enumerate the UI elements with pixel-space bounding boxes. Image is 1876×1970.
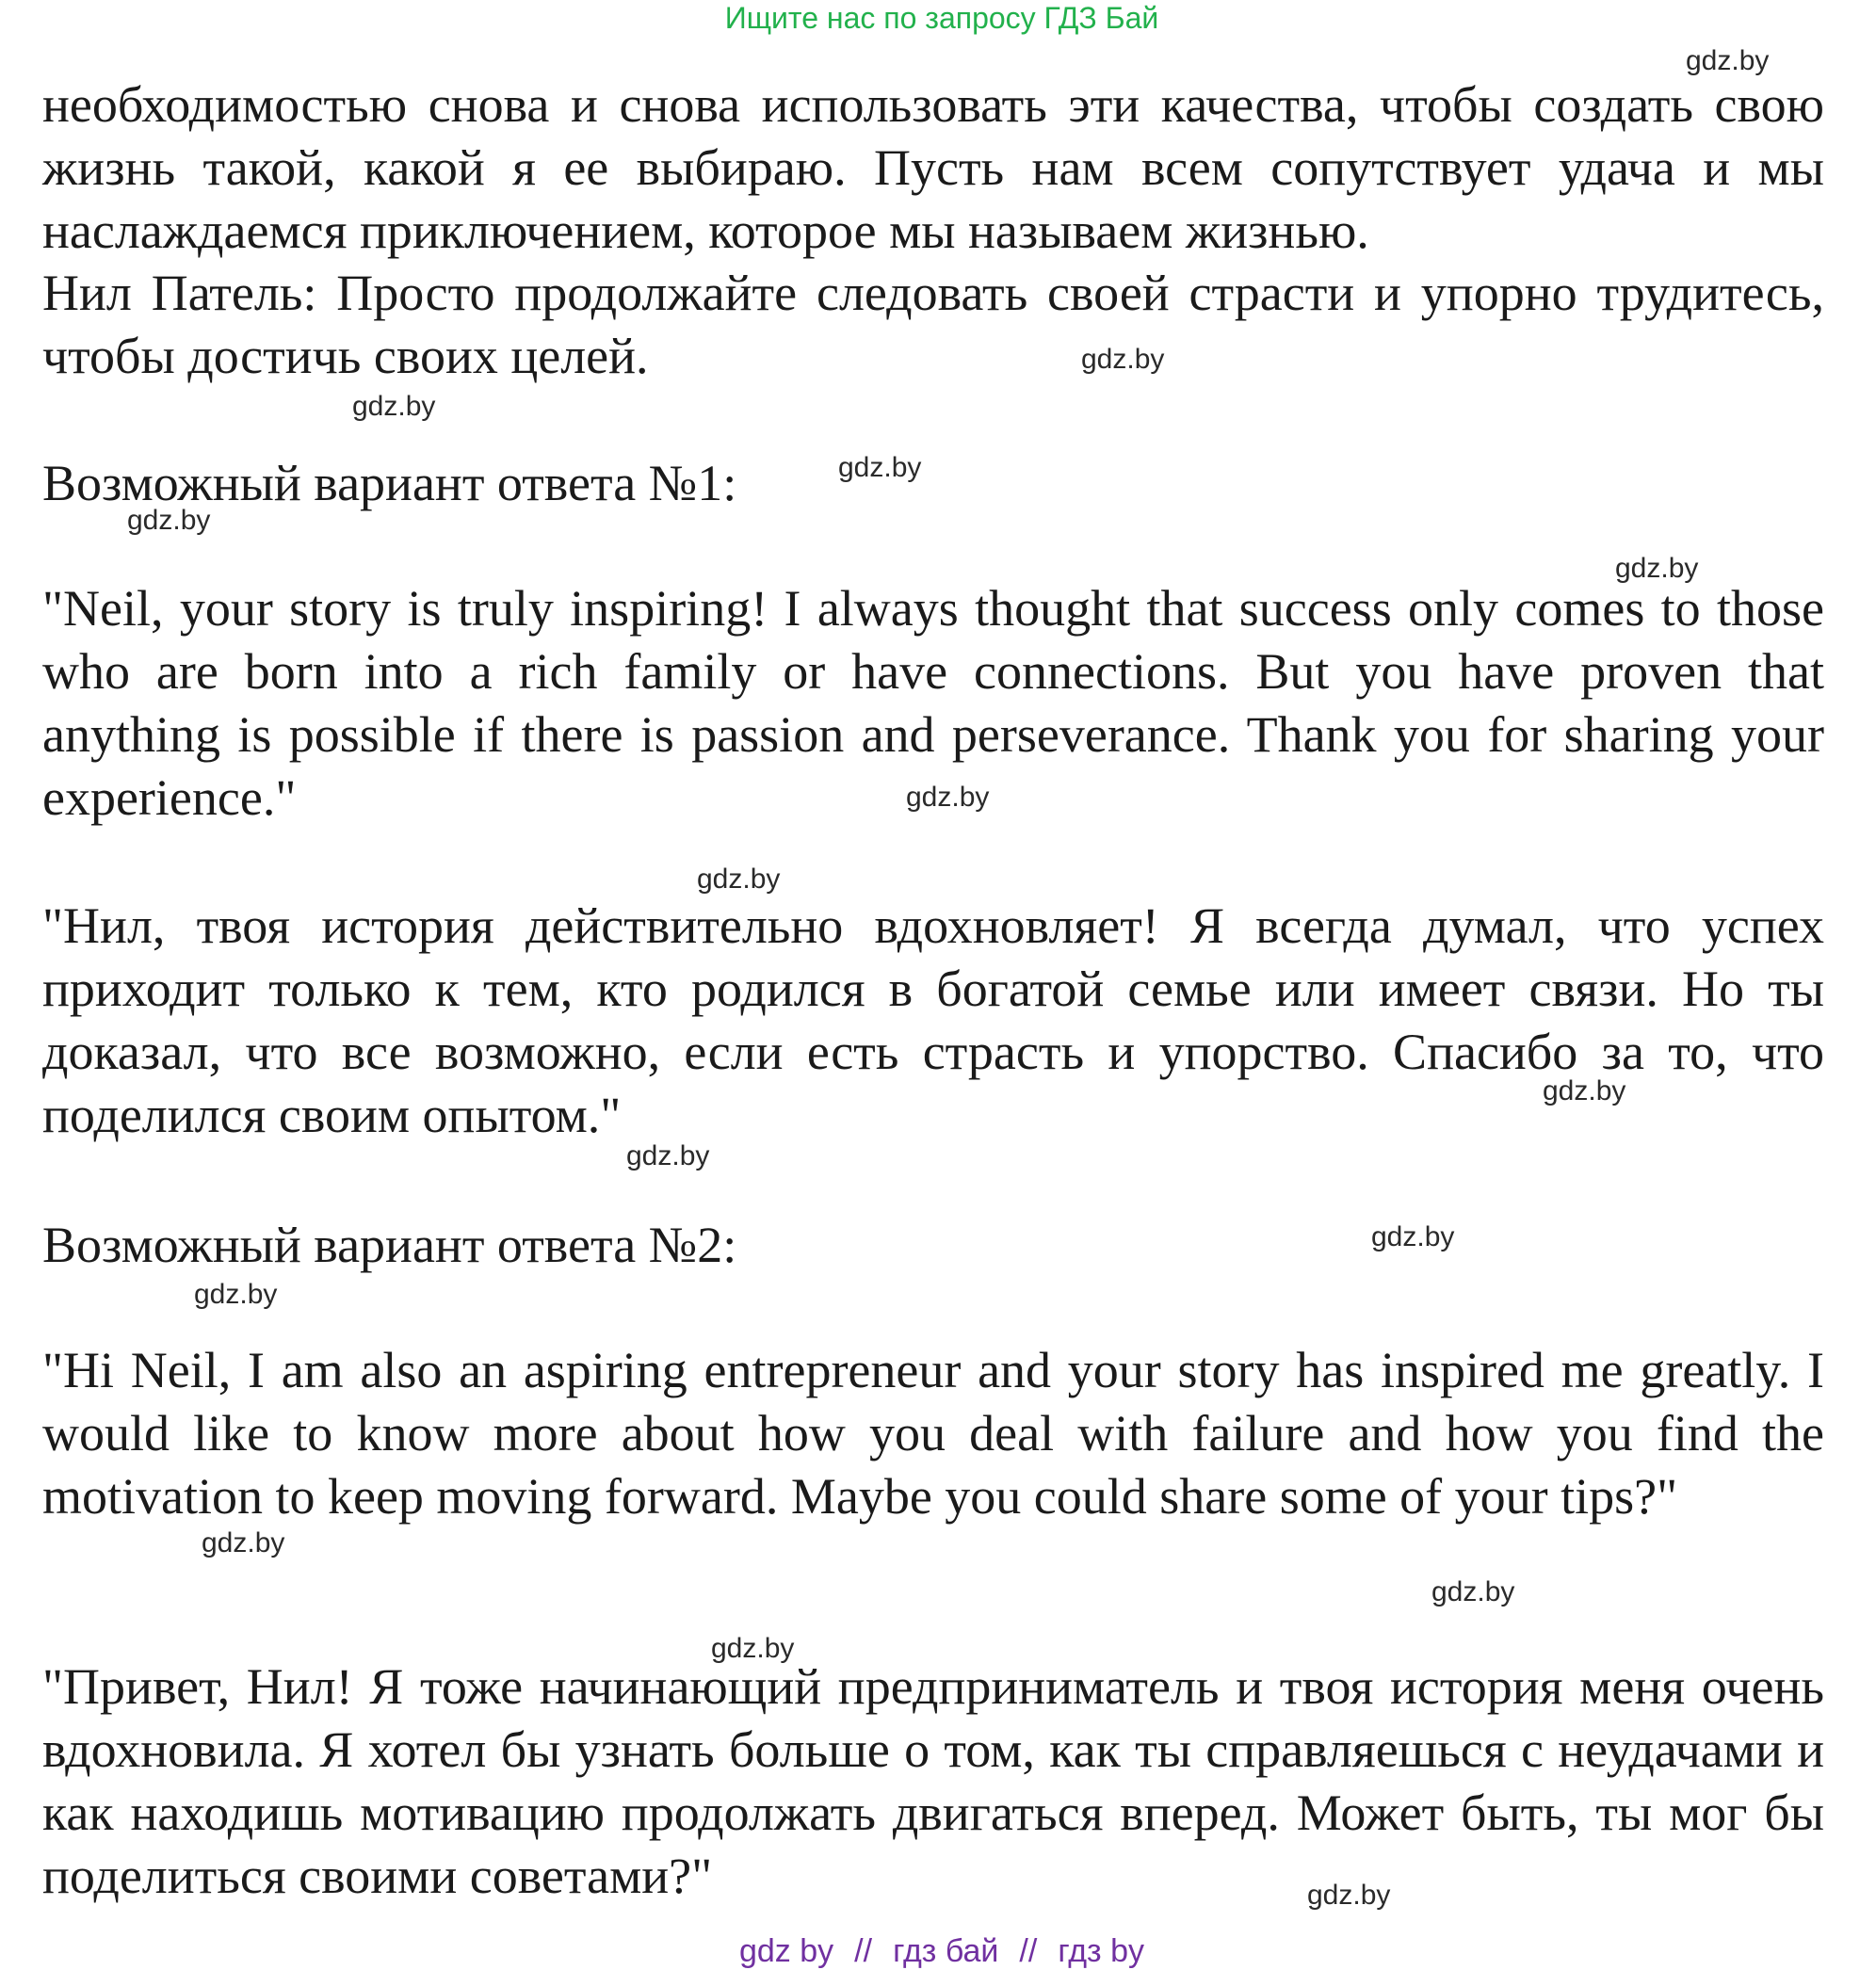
watermark: gdz.by xyxy=(202,1527,285,1558)
watermark: gdz.by xyxy=(1081,344,1165,375)
search-banner: Ищите нас по запросу ГДЗ Бай xyxy=(724,1,1159,35)
watermark: gdz.by xyxy=(1543,1075,1626,1106)
watermark: gdz.by xyxy=(697,864,781,895)
footer-separator: // xyxy=(854,1933,873,1969)
intro-paragraph: необходимостью снова и снова использовать эти качества, чтобы создать свою жизнь такой, какой я ее выбираю. Пусть нам всем сопутствует удача и мы наслаждаемся приключением, которое мы называем жизнью. xyxy=(42,76,1824,259)
neil-paragraph: Нил Патель: Просто продолжайте следовать своей страсти и упорно трудитесь, чтобы достичь своих целей. xyxy=(42,265,1824,384)
footer-links xyxy=(0,1932,1876,1970)
answer1-heading: Возможный вариант ответа №1: xyxy=(42,455,737,511)
watermark: gdz.by xyxy=(1615,553,1699,584)
answer2-russian-paragraph: "Привет, Нил! Я тоже начинающий предприниматель и твоя история меня очень вдохновила. Я хотел бы узнать больше о том, как ты справляешься с неудачами и как находишь мотивацию продолжать двигаться вперед. Может быть, ты мог бы поделиться своими советами?" xyxy=(42,1658,1824,1904)
watermark: gdz.by xyxy=(626,1140,710,1171)
watermark: gdz.by xyxy=(194,1279,278,1310)
watermark: gdz.by xyxy=(127,505,211,536)
watermark: gdz.by xyxy=(906,782,990,813)
watermark: gdz.by xyxy=(711,1633,795,1664)
footer-link-gdz-by-ru[interactable]: гдз by xyxy=(1058,1933,1144,1969)
footer-link-gdz-bai[interactable]: гдз бай xyxy=(893,1933,999,1969)
watermark: gdz.by xyxy=(838,452,922,483)
watermark: gdz.by xyxy=(1307,1880,1391,1911)
watermark: gdz.by xyxy=(352,391,436,422)
footer-link-gdz-by[interactable]: gdz by xyxy=(738,1933,834,1969)
watermark: gdz.by xyxy=(1686,45,1770,76)
footer-separator: // xyxy=(1019,1933,1038,1969)
answer1-russian-paragraph: "Нил, твоя история действительно вдохновляет! Я всегда думал, что успех приходит только к тем, кто родился в богатой семье или имеет связи. Но ты доказал, что все возможно, если есть страсть и упорство. Спасибо за то, что поделился своим опытом." xyxy=(42,897,1824,1143)
answer2-heading: Возможный вариант ответа №2: xyxy=(42,1217,737,1273)
answer2-english-paragraph: "Hi Neil, I am also an aspiring entrepreneur and your story has inspired me greatly. I would like to know more about how you deal with failure and how you find the motivation to keep moving forward. Maybe you could share some of your tips?" xyxy=(42,1342,1824,1525)
watermark: gdz.by xyxy=(1431,1576,1515,1607)
answer1-english-paragraph: "Neil, your story is truly inspiring! I always thought that success only comes to those who are born into a rich family or have connections. But you have proven that anything is possible if there is passion and perseverance. Thank you for sharing your experience." xyxy=(42,580,1824,826)
watermark: gdz.by xyxy=(1371,1221,1455,1252)
